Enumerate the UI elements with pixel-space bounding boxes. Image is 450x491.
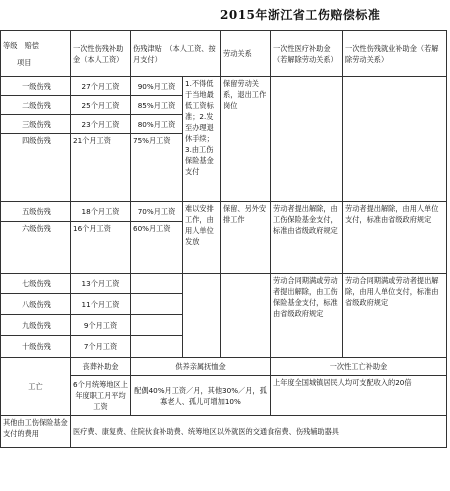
- level-cell: 三级伤残: [1, 115, 71, 134]
- subsidy-cell: 13个月工资: [71, 274, 131, 294]
- table-row: [1, 202, 447, 222]
- subsidy-cell: 7个月工资: [71, 336, 131, 358]
- death-header-row: [1, 358, 447, 376]
- level-cell: 十级伤残: [1, 336, 71, 358]
- funeral-value: 6个月统筹地区上年度职工月平均工资: [71, 376, 131, 416]
- header-allowance: 伤残津贴 （本人工资、按月支付）: [131, 31, 221, 77]
- subsidy-cell: 18个月工资: [71, 202, 131, 222]
- level-cell: 五级伤残: [1, 202, 71, 222]
- header-subsidy: 一次性伤残补助金（本人工资）: [71, 31, 131, 77]
- lump-sum-header: 一次性工亡补助金: [271, 358, 447, 376]
- level-cell: 六级伤残: [1, 222, 71, 274]
- level-cell: 九级伤残: [1, 315, 71, 336]
- header-level-cell: [1, 31, 71, 77]
- allowance-cell: 60%月工资: [131, 222, 183, 274]
- other-label: 其他由工伤保险基金支付的费用: [1, 416, 71, 448]
- relation-notes: 保留、另外安排工作: [221, 202, 271, 274]
- allowance-cell: 85%月工资: [131, 96, 183, 115]
- table-row: [1, 77, 447, 96]
- medical-empty-cell: [271, 77, 343, 202]
- employment-notes: 劳动合同期满或劳动者提出解除，由用人单位支付，标准由省级政府规定: [343, 274, 447, 358]
- other-value: 医疗费、康复费、住院伙食补助费、统筹地区以外就医的交通食宿费、伤残辅助器具: [71, 416, 447, 448]
- allowance-cell: 70%月工资: [131, 202, 183, 222]
- subsidy-cell: 21个月工资: [71, 134, 131, 202]
- subsidy-cell: 16个月工资: [71, 222, 131, 274]
- allowance-empty-cell: [131, 315, 183, 336]
- allowance-cell: 80%月工资: [131, 115, 183, 134]
- page-title: 2015年浙江省工伤赔偿标准: [220, 8, 381, 22]
- header-employment: 一次性伤残就业补助金（若解除劳动关系）: [343, 31, 447, 77]
- header-medical: 一次性医疗补助金（若解除劳动关系）: [271, 31, 343, 77]
- header-item-label: 项目: [17, 57, 32, 67]
- other-row: [1, 416, 447, 448]
- support-header: 供养亲属抚恤金: [131, 358, 271, 376]
- level-cell: 七级伤残: [1, 274, 71, 294]
- compensation-table: [0, 30, 447, 448]
- employment-notes: 劳动者提出解除，由用人单位支付，标准由省级政府规定: [343, 202, 447, 274]
- relation-empty-cell: [221, 274, 271, 358]
- allowance-cell: 75%月工资: [131, 134, 183, 202]
- notes-empty-cell: [183, 274, 221, 358]
- subsidy-cell: 27个月工资: [71, 77, 131, 96]
- allowance-cell: 90%月工资: [131, 77, 183, 96]
- header-relation: 劳动关系: [221, 31, 271, 77]
- allowance-notes: 1.不得低于当地最低工资标准；2.发至办理退休手续；3.由工伤保险基金支付: [183, 77, 221, 202]
- subsidy-cell: 11个月工资: [71, 294, 131, 315]
- funeral-header: 丧葬补助金: [71, 358, 131, 376]
- table-row: [1, 274, 447, 294]
- subsidy-cell: 25个月工资: [71, 96, 131, 115]
- subsidy-cell: 9个月工资: [71, 315, 131, 336]
- allowance-empty-cell: [131, 274, 183, 294]
- employment-empty-cell: [343, 77, 447, 202]
- allowance-notes: 难以安排工作，由用人单位发放: [183, 202, 221, 274]
- allowance-empty-cell: [131, 294, 183, 315]
- medical-notes: 劳动者提出解除，由工伤保险基金支付，标准由省级政府规定: [271, 202, 343, 274]
- header-level-label: 等级 赔偿: [3, 40, 39, 50]
- medical-notes: 劳动合同期满或劳动者提出解除，由工伤保险基金支付，标准由省级政府规定: [271, 274, 343, 358]
- level-cell: 一级伤残: [1, 77, 71, 96]
- subsidy-cell: 23个月工资: [71, 115, 131, 134]
- death-label: 工亡: [1, 358, 71, 416]
- level-cell: 四级伤残: [1, 134, 71, 202]
- level-cell: 八级伤残: [1, 294, 71, 315]
- lump-sum-value: 上年度全国城镇居民人均可支配收入的20倍: [271, 376, 447, 416]
- support-value: 配偶40%月工资／月，其他30%／月，孤寡老人、孤儿可增加10%: [131, 376, 271, 416]
- allowance-empty-cell: [131, 336, 183, 358]
- level-cell: 二级伤残: [1, 96, 71, 115]
- header-row: [1, 31, 447, 77]
- relation-notes: 保留劳动关系，退出工作岗位: [221, 77, 271, 202]
